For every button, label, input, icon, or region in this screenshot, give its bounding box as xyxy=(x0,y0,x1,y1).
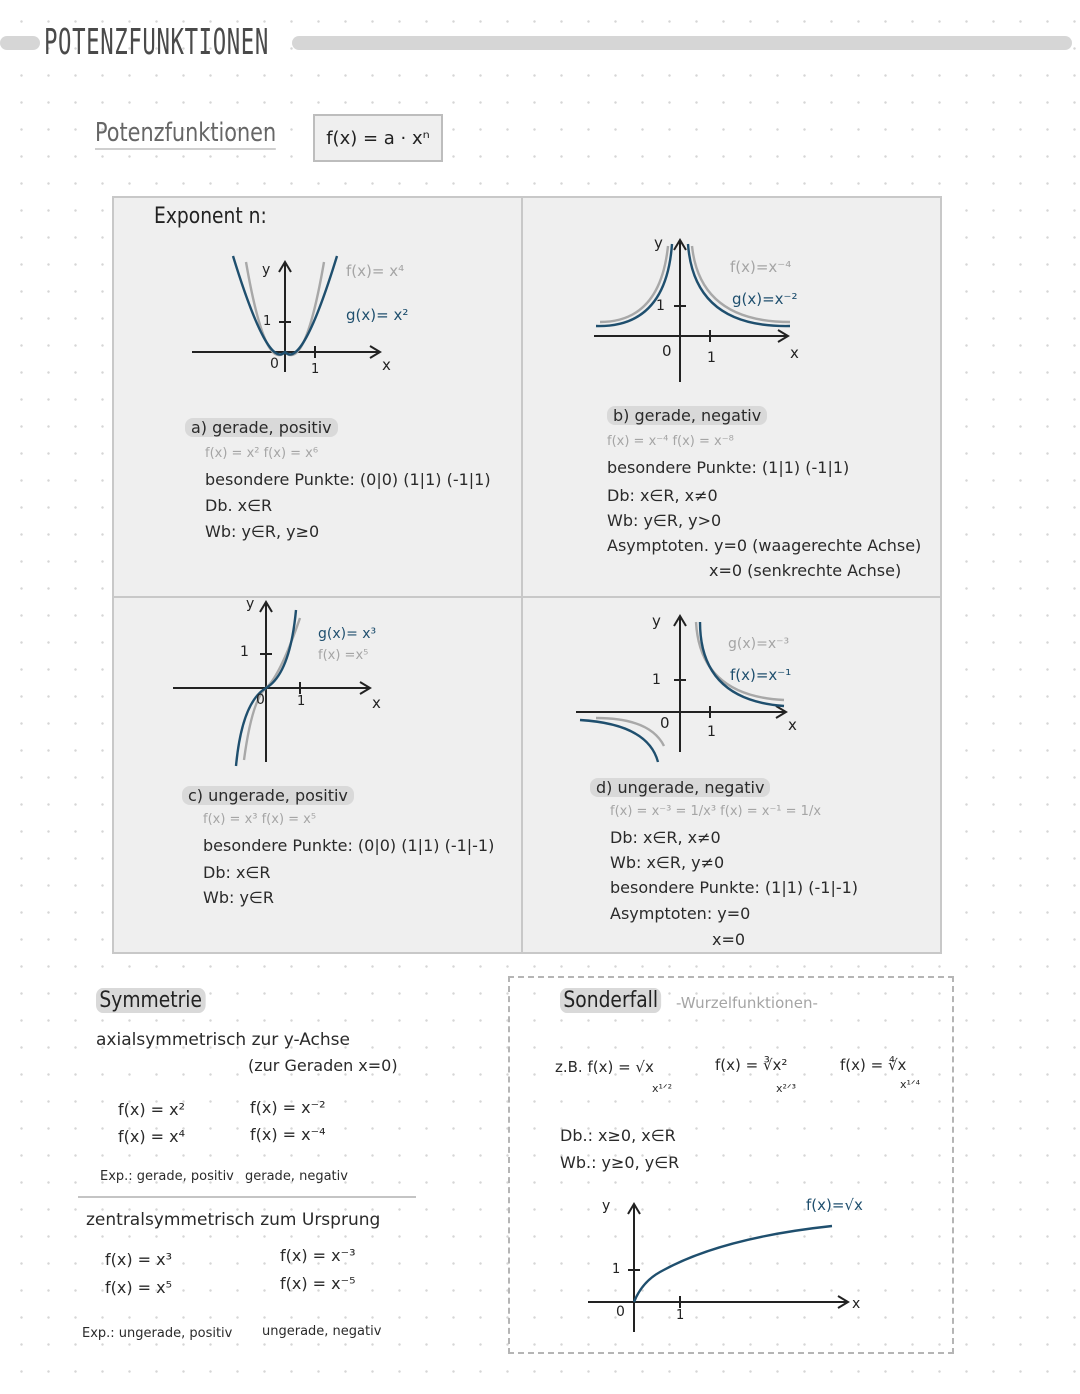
quadrant-d-heading: d) ungerade, negativ xyxy=(590,778,770,797)
graph-b-one-x: 1 xyxy=(707,350,716,366)
quadrant-b-db: Db: x∈R, x≠0 xyxy=(607,486,718,505)
symmetrie-axial-sub: (zur Geraden x=0) xyxy=(248,1056,398,1075)
symmetrie-heading: Symmetrie xyxy=(96,988,205,1013)
graph-d-y-label: y xyxy=(652,612,661,630)
sonderfall-ex3-exp: x¹ᐟ⁴ xyxy=(900,1078,920,1091)
symmetrie-ax-r2: f(x) = x⁻⁴ xyxy=(250,1125,326,1144)
graph-d-x-label: x xyxy=(788,716,797,734)
graph-c-one-y: 1 xyxy=(240,644,249,660)
quadrant-a-wb: Wb: y∈R, y≥0 xyxy=(205,522,320,541)
page-title: POTENZFUNKTIONEN xyxy=(44,22,269,63)
graph-c-x-label: x xyxy=(372,694,381,712)
graph-b-one-y: 1 xyxy=(656,298,665,314)
quadrant-d-db: Db: x∈R, x≠0 xyxy=(610,828,721,847)
symmetrie-axial: axialsymmetrisch zur y-Achse xyxy=(96,1030,350,1050)
quadrant-d-points: besondere Punkte: (1|1) (-1|-1) xyxy=(610,878,859,897)
symmetrie-c-exp-l: Exp.: ungerade, positiv xyxy=(82,1326,233,1341)
sonderfall-ex2-exp: x²ᐟ³ xyxy=(776,1082,796,1095)
sonderfall-ex3: f(x) = ∜x xyxy=(840,1056,907,1074)
quadrant-b-heading: b) gerade, negativ xyxy=(607,406,767,425)
graph-b-f-label: f(x)=x⁻⁴ xyxy=(730,258,792,276)
sonderfall-ex2: f(x) = ∛x² xyxy=(715,1056,788,1074)
quadrant-c-wb: Wb: y∈R xyxy=(203,888,274,907)
graph-a-y-label: y xyxy=(262,262,271,278)
quadrant-c-heading: c) ungerade, positiv xyxy=(182,786,354,805)
graph-sqrt-x-label: x xyxy=(852,1296,861,1312)
symmetrie-ax-exp-r: gerade, negativ xyxy=(245,1169,348,1184)
quadrant-a-examples: f(x) = x² f(x) = x⁶ xyxy=(205,446,319,461)
symmetrie-ax-l1: f(x) = x² xyxy=(118,1100,186,1119)
symmetrie-c-exp-r: ungerade, negativ xyxy=(262,1324,382,1339)
graph-sqrt-one-x: 1 xyxy=(676,1308,685,1323)
sonderfall-sub: -Wurzelfunktionen- xyxy=(676,994,818,1012)
quadrant-a-heading: a) gerade, positiv xyxy=(185,418,338,437)
symmetrie-ax-r1: f(x) = x⁻² xyxy=(250,1098,326,1117)
graph-c-f-label: f(x) =x⁵ xyxy=(318,648,369,663)
sonderfall-db: Db.: x≥0, x∈R xyxy=(560,1126,676,1145)
symmetrie-ax-exp-l: Exp.: gerade, positiv xyxy=(100,1169,234,1184)
graph-d-f-label: f(x)=x⁻¹ xyxy=(730,666,792,684)
quadrant-a-points: besondere Punkte: (0|0) (1|1) (-1|1) xyxy=(205,470,491,489)
sonderfall-wb: Wb.: y≥0, y∈R xyxy=(560,1153,680,1172)
graph-d-zero: 0 xyxy=(660,714,670,732)
graph-a-one-y: 1 xyxy=(263,314,272,329)
subtitle: Potenzfunktionen xyxy=(95,118,277,148)
sonderfall-ex1-exp: x¹ᐟ² xyxy=(652,1082,672,1095)
graph-b-zero: 0 xyxy=(662,342,672,360)
graph-d-one-x: 1 xyxy=(707,724,716,740)
quadrant-c-points: besondere Punkte: (0|0) (1|1) (-1|-1) xyxy=(203,836,495,855)
symmetrie-ax-l2: f(x) = x⁴ xyxy=(118,1127,186,1146)
quadrant-c-db: Db: x∈R xyxy=(203,863,271,882)
graph-a-one-x: 1 xyxy=(311,362,320,377)
quadrant-b-wb: Wb: y∈R, y>0 xyxy=(607,511,722,530)
quadrant-d-asym2: x=0 xyxy=(712,930,746,949)
quadrant-d-examples: f(x) = x⁻³ = 1/x³ f(x) = x⁻¹ = 1/x xyxy=(610,804,822,819)
symmetrie-central: zentralsymmetrisch zum Ursprung xyxy=(86,1210,381,1230)
graph-d-g-label: g(x)=x⁻³ xyxy=(728,636,790,652)
graph-d-one-y: 1 xyxy=(652,672,661,688)
sonderfall-heading: Sonderfall xyxy=(560,988,661,1013)
quadrant-b-examples: f(x) = x⁻⁴ f(x) = x⁻⁸ xyxy=(607,434,734,449)
graph-sqrt-curve xyxy=(634,1226,832,1302)
symmetrie-c-r2: f(x) = x⁻⁵ xyxy=(280,1274,356,1293)
symmetrie-c-l2: f(x) = x⁵ xyxy=(105,1278,173,1297)
graph-sqrt-zero: 0 xyxy=(616,1304,625,1320)
graph-a-zero: 0 xyxy=(270,356,279,372)
quadrant-b-asym1: Asymptoten. y=0 (waagerechte Achse) xyxy=(607,536,922,555)
symmetrie-c-r1: f(x) = x⁻³ xyxy=(280,1246,356,1265)
graph-c-one-x: 1 xyxy=(297,694,306,709)
quadrant-b-asym2: x=0 (senkrechte Achse) xyxy=(709,561,902,580)
symmetrie-c-l1: f(x) = x³ xyxy=(105,1250,173,1269)
quadrant-b-points: besondere Punkte: (1|1) (-1|1) xyxy=(607,458,850,477)
quadrant-d-asym1: Asymptoten: y=0 xyxy=(610,904,751,923)
graph-a-f-label: f(x)= x⁴ xyxy=(346,262,405,280)
graph-b-x-label: x xyxy=(790,344,799,362)
graph-b-y-label: y xyxy=(654,234,663,252)
exponent-label: Exponent n: xyxy=(154,204,267,229)
graph-a-x-label: x xyxy=(382,356,391,374)
graph-b-g-label: g(x)=x⁻² xyxy=(732,290,798,308)
formula-box: f(x) = a · xⁿ xyxy=(313,114,443,162)
quadrant-d-wb: Wb: x∈R, y≠0 xyxy=(610,853,725,872)
quadrant-c-examples: f(x) = x³ f(x) = x⁵ xyxy=(203,812,317,827)
graph-c-y-label: y xyxy=(246,596,255,612)
quadrant-a-db: Db. x∈R xyxy=(205,496,273,515)
graph-sqrt-y-label: y xyxy=(602,1198,611,1214)
sonderfall-ex1: z.B. f(x) = √x xyxy=(555,1058,654,1076)
graph-sqrt-one-y: 1 xyxy=(612,1262,621,1277)
graph-c-g-label: g(x)= x³ xyxy=(318,626,377,642)
graph-a-g-label: g(x)= x² xyxy=(346,306,409,324)
graph-c-zero: 0 xyxy=(256,692,265,708)
graph-sqrt-label: f(x)=√x xyxy=(806,1196,863,1214)
